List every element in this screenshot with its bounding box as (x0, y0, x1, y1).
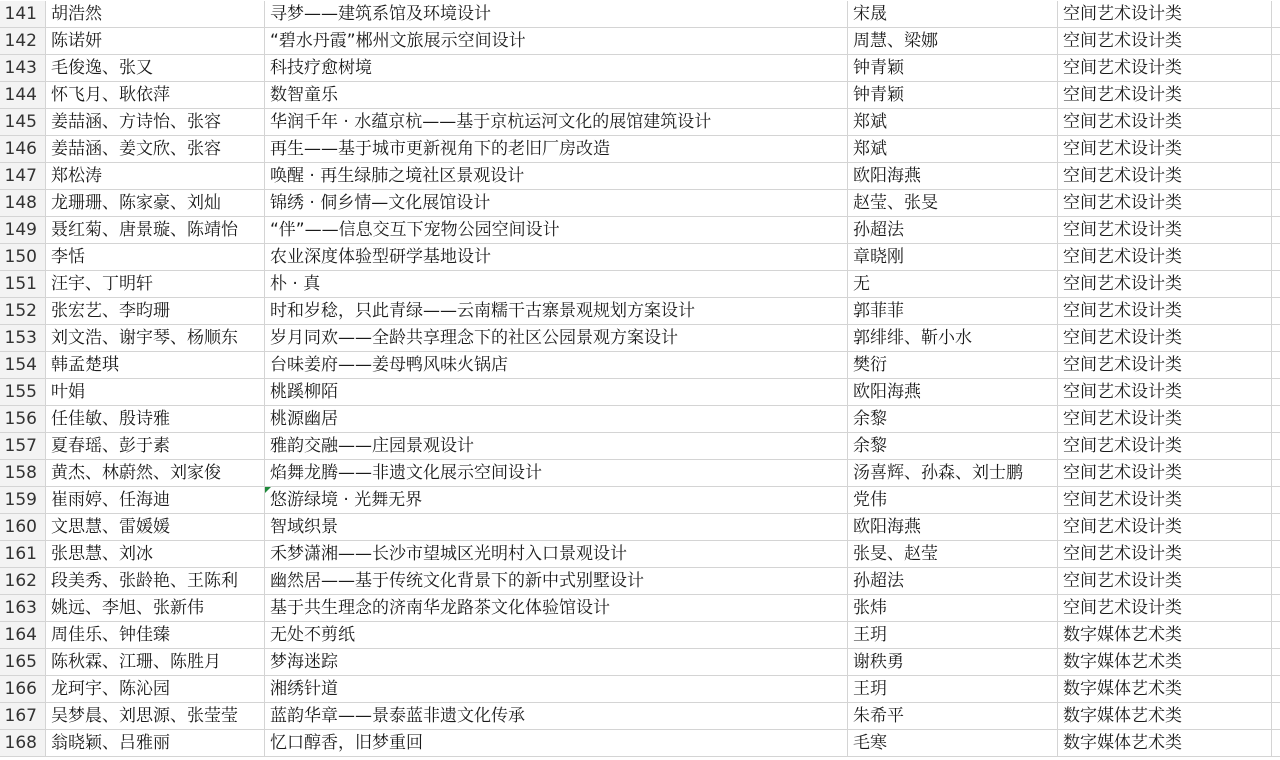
advisor-cell[interactable]: 余黎 (848, 433, 1058, 460)
row-number-cell[interactable]: 151 (0, 271, 46, 298)
category-cell[interactable]: 空间艺术设计类 (1058, 595, 1272, 622)
student-name-cell[interactable]: 刘文浩、谢宇琴、杨顺东 (46, 325, 265, 352)
category-cell[interactable]: 数字媒体艺术类 (1058, 622, 1272, 649)
empty-cell[interactable] (1272, 433, 1280, 460)
student-name-cell[interactable]: 陈诺妍 (46, 28, 265, 55)
advisor-cell[interactable]: 朱希平 (848, 703, 1058, 730)
project-title-cell[interactable]: 科技疗愈树境 (265, 55, 848, 82)
row-number-cell[interactable]: 146 (0, 136, 46, 163)
project-title-cell[interactable]: 雅韵交融——庄园景观设计 (265, 433, 848, 460)
category-cell[interactable]: 空间艺术设计类 (1058, 406, 1272, 433)
advisor-cell[interactable]: 毛寒 (848, 730, 1058, 757)
student-name-cell[interactable]: 姚远、李旭、张新伟 (46, 595, 265, 622)
project-title-cell[interactable]: 锦绣 · 侗乡情—文化展馆设计 (265, 190, 848, 217)
advisor-cell[interactable]: 钟青颖 (848, 82, 1058, 109)
category-cell[interactable]: 数字媒体艺术类 (1058, 703, 1272, 730)
advisor-cell[interactable]: 郑斌 (848, 109, 1058, 136)
empty-cell[interactable] (1272, 676, 1280, 703)
row-number-cell[interactable]: 164 (0, 622, 46, 649)
category-cell[interactable]: 数字媒体艺术类 (1058, 676, 1272, 703)
project-title-cell[interactable]: 禾梦潇湘——长沙市望城区光明村入口景观设计 (265, 541, 848, 568)
row-number-cell[interactable]: 148 (0, 190, 46, 217)
row-number-cell[interactable]: 162 (0, 568, 46, 595)
row-number-cell[interactable]: 154 (0, 352, 46, 379)
table-row[interactable] (0, 352, 1280, 379)
row-number-cell[interactable]: 150 (0, 244, 46, 271)
advisor-cell[interactable]: 郑斌 (848, 136, 1058, 163)
empty-cell[interactable] (1272, 244, 1280, 271)
student-name-cell[interactable]: 张宏艺、李昀珊 (46, 298, 265, 325)
table-row[interactable] (0, 163, 1280, 190)
student-name-cell[interactable]: 龙珂宇、陈沁园 (46, 676, 265, 703)
table-row[interactable] (0, 1, 1280, 28)
row-number-cell[interactable]: 156 (0, 406, 46, 433)
row-number-cell[interactable]: 161 (0, 541, 46, 568)
project-title-cell[interactable]: “碧水丹霞”郴州文旅展示空间设计 (265, 28, 848, 55)
category-cell[interactable]: 空间艺术设计类 (1058, 163, 1272, 190)
category-cell[interactable]: 空间艺术设计类 (1058, 298, 1272, 325)
project-title-cell[interactable]: 台味姜府——姜母鸭风味火锅店 (265, 352, 848, 379)
table-row[interactable] (0, 217, 1280, 244)
student-name-cell[interactable]: 黄杰、林蔚然、刘家俊 (46, 460, 265, 487)
project-title-cell[interactable]: 悠游绿境 · 光舞无界 (265, 487, 848, 514)
table-row[interactable] (0, 136, 1280, 163)
category-cell[interactable]: 空间艺术设计类 (1058, 217, 1272, 244)
category-cell[interactable]: 空间艺术设计类 (1058, 568, 1272, 595)
project-title-cell[interactable]: 基于共生理念的济南华龙路茶文化体验馆设计 (265, 595, 848, 622)
table-row[interactable] (0, 298, 1280, 325)
student-name-cell[interactable]: 文思慧、雷媛媛 (46, 514, 265, 541)
empty-cell[interactable] (1272, 406, 1280, 433)
student-name-cell[interactable]: 郑松涛 (46, 163, 265, 190)
project-title-cell[interactable]: 忆口醇香，旧梦重回 (265, 730, 848, 757)
row-number-cell[interactable]: 149 (0, 217, 46, 244)
table-row[interactable] (0, 568, 1280, 595)
row-number-cell[interactable]: 153 (0, 325, 46, 352)
project-title-cell[interactable]: 智域织景 (265, 514, 848, 541)
project-title-cell[interactable]: “伴”——信息交互下宠物公园空间设计 (265, 217, 848, 244)
category-cell[interactable]: 空间艺术设计类 (1058, 28, 1272, 55)
table-row[interactable] (0, 271, 1280, 298)
table-row[interactable] (0, 676, 1280, 703)
project-title-cell[interactable]: 蓝韵华章——景泰蓝非遗文化传承 (265, 703, 848, 730)
advisor-cell[interactable]: 钟青颖 (848, 55, 1058, 82)
advisor-cell[interactable]: 汤喜辉、孙森、刘士鹏 (848, 460, 1058, 487)
empty-cell[interactable] (1272, 379, 1280, 406)
project-title-cell[interactable]: 农业深度体验型研学基地设计 (265, 244, 848, 271)
row-number-cell[interactable]: 155 (0, 379, 46, 406)
table-row[interactable] (0, 514, 1280, 541)
empty-cell[interactable] (1272, 28, 1280, 55)
table-row[interactable] (0, 406, 1280, 433)
student-name-cell[interactable]: 聂红菊、唐景璇、陈靖怡 (46, 217, 265, 244)
empty-cell[interactable] (1272, 730, 1280, 757)
advisor-cell[interactable]: 余黎 (848, 406, 1058, 433)
student-name-cell[interactable]: 翁晓颖、吕雅丽 (46, 730, 265, 757)
row-number-cell[interactable]: 167 (0, 703, 46, 730)
category-cell[interactable]: 数字媒体艺术类 (1058, 649, 1272, 676)
student-name-cell[interactable]: 韩孟楚琪 (46, 352, 265, 379)
advisor-cell[interactable]: 欧阳海燕 (848, 514, 1058, 541)
empty-cell[interactable] (1272, 55, 1280, 82)
category-cell[interactable]: 空间艺术设计类 (1058, 541, 1272, 568)
advisor-cell[interactable]: 孙超法 (848, 568, 1058, 595)
category-cell[interactable]: 空间艺术设计类 (1058, 190, 1272, 217)
empty-cell[interactable] (1272, 595, 1280, 622)
student-name-cell[interactable]: 姜喆涵、方诗怡、张容 (46, 109, 265, 136)
category-cell[interactable]: 空间艺术设计类 (1058, 55, 1272, 82)
category-cell[interactable]: 空间艺术设计类 (1058, 352, 1272, 379)
project-title-cell[interactable]: 朴 · 真 (265, 271, 848, 298)
cell-note-indicator-icon (265, 487, 271, 493)
category-cell[interactable]: 空间艺术设计类 (1058, 325, 1272, 352)
advisor-cell[interactable]: 孙超法 (848, 217, 1058, 244)
advisor-cell[interactable]: 张旻、赵莹 (848, 541, 1058, 568)
row-number-cell[interactable]: 152 (0, 298, 46, 325)
category-cell[interactable]: 空间艺术设计类 (1058, 514, 1272, 541)
advisor-cell[interactable]: 谢秩勇 (848, 649, 1058, 676)
table-row[interactable] (0, 541, 1280, 568)
advisor-cell[interactable]: 王玥 (848, 622, 1058, 649)
row-number-cell[interactable]: 143 (0, 55, 46, 82)
table-row[interactable] (0, 703, 1280, 730)
student-name-cell[interactable]: 张思慧、刘冰 (46, 541, 265, 568)
empty-cell[interactable] (1272, 190, 1280, 217)
empty-cell[interactable] (1272, 325, 1280, 352)
project-title-cell[interactable]: 桃蹊柳陌 (265, 379, 848, 406)
student-name-cell[interactable]: 陈秋霖、江珊、陈胜月 (46, 649, 265, 676)
student-name-cell[interactable]: 姜喆涵、姜文欣、张容 (46, 136, 265, 163)
advisor-cell[interactable]: 赵莹、张旻 (848, 190, 1058, 217)
empty-cell[interactable] (1272, 217, 1280, 244)
table-row[interactable] (0, 82, 1280, 109)
table-row[interactable] (0, 190, 1280, 217)
row-number-cell[interactable]: 166 (0, 676, 46, 703)
student-name-cell[interactable]: 夏春瑶、彭于素 (46, 433, 265, 460)
table-row[interactable] (0, 109, 1280, 136)
student-name-cell[interactable]: 吴梦晨、刘思源、张莹莹 (46, 703, 265, 730)
empty-cell[interactable] (1272, 271, 1280, 298)
row-number-cell[interactable]: 157 (0, 433, 46, 460)
row-number-cell[interactable]: 160 (0, 514, 46, 541)
project-title-cell[interactable]: 再生——基于城市更新视角下的老旧厂房改造 (265, 136, 848, 163)
row-number-cell[interactable]: 168 (0, 730, 46, 757)
row-number-cell[interactable]: 159 (0, 487, 46, 514)
advisor-cell[interactable]: 周慧、梁娜 (848, 28, 1058, 55)
advisor-cell[interactable]: 无 (848, 271, 1058, 298)
empty-cell[interactable] (1272, 460, 1280, 487)
advisor-cell[interactable]: 党伟 (848, 487, 1058, 514)
empty-cell[interactable] (1272, 622, 1280, 649)
student-name-cell[interactable]: 胡浩然 (46, 1, 265, 28)
table-row[interactable] (0, 595, 1280, 622)
advisor-cell[interactable]: 欧阳海燕 (848, 163, 1058, 190)
student-name-cell[interactable]: 龙珊珊、陈家豪、刘灿 (46, 190, 265, 217)
row-number-cell[interactable]: 145 (0, 109, 46, 136)
table-row[interactable] (0, 460, 1280, 487)
row-number-cell[interactable]: 165 (0, 649, 46, 676)
empty-cell[interactable] (1272, 649, 1280, 676)
row-number-cell[interactable]: 158 (0, 460, 46, 487)
project-title-cell[interactable]: 湘绣针道 (265, 676, 848, 703)
advisor-cell[interactable]: 樊衍 (848, 352, 1058, 379)
student-name-cell[interactable]: 叶娟 (46, 379, 265, 406)
project-title-cell[interactable]: 唤醒 · 再生绿肺之境社区景观设计 (265, 163, 848, 190)
category-cell[interactable]: 空间艺术设计类 (1058, 136, 1272, 163)
student-name-cell[interactable]: 任佳敏、殷诗雅 (46, 406, 265, 433)
table-row[interactable] (0, 379, 1280, 406)
category-cell[interactable]: 空间艺术设计类 (1058, 487, 1272, 514)
table-row[interactable] (0, 487, 1280, 514)
row-number-cell[interactable]: 163 (0, 595, 46, 622)
project-title-cell[interactable]: 数智童乐 (265, 82, 848, 109)
student-name-cell[interactable]: 周佳乐、钟佳臻 (46, 622, 265, 649)
project-title-cell[interactable]: 桃源幽居 (265, 406, 848, 433)
student-name-cell[interactable]: 段美秀、张龄艳、王陈利 (46, 568, 265, 595)
category-cell[interactable]: 空间艺术设计类 (1058, 433, 1272, 460)
advisor-cell[interactable]: 章晓刚 (848, 244, 1058, 271)
empty-cell[interactable] (1272, 109, 1280, 136)
empty-cell[interactable] (1272, 163, 1280, 190)
table-row[interactable] (0, 244, 1280, 271)
advisor-cell[interactable]: 郭绯绯、靳小水 (848, 325, 1058, 352)
project-title-cell[interactable]: 幽然居——基于传统文化背景下的新中式别墅设计 (265, 568, 848, 595)
table-row[interactable] (0, 649, 1280, 676)
student-name-cell[interactable]: 李恬 (46, 244, 265, 271)
empty-cell[interactable] (1272, 82, 1280, 109)
empty-cell[interactable] (1272, 703, 1280, 730)
category-cell[interactable]: 空间艺术设计类 (1058, 82, 1272, 109)
row-number-cell[interactable]: 142 (0, 28, 46, 55)
student-name-cell[interactable]: 汪宇、丁明轩 (46, 271, 265, 298)
empty-cell[interactable] (1272, 487, 1280, 514)
category-cell[interactable]: 空间艺术设计类 (1058, 379, 1272, 406)
category-cell[interactable]: 数字媒体艺术类 (1058, 730, 1272, 757)
category-cell[interactable]: 空间艺术设计类 (1058, 109, 1272, 136)
project-title-cell[interactable]: 岁月同欢——全龄共享理念下的社区公园景观方案设计 (265, 325, 848, 352)
row-number-cell[interactable]: 147 (0, 163, 46, 190)
student-name-cell[interactable]: 崔雨婷、任海迪 (46, 487, 265, 514)
advisor-cell[interactable]: 欧阳海燕 (848, 379, 1058, 406)
empty-cell[interactable] (1272, 136, 1280, 163)
advisor-cell[interactable]: 王玥 (848, 676, 1058, 703)
category-cell[interactable]: 空间艺术设计类 (1058, 271, 1272, 298)
category-cell[interactable]: 空间艺术设计类 (1058, 244, 1272, 271)
category-cell[interactable]: 空间艺术设计类 (1058, 1, 1272, 28)
table-row[interactable] (0, 325, 1280, 352)
student-name-cell[interactable]: 毛俊逸、张又 (46, 55, 265, 82)
empty-cell[interactable] (1272, 1, 1280, 28)
empty-cell[interactable] (1272, 514, 1280, 541)
category-cell[interactable]: 空间艺术设计类 (1058, 460, 1272, 487)
project-title-cell[interactable]: 寻梦——建筑系馆及环境设计 (265, 1, 848, 28)
table-row[interactable] (0, 730, 1280, 757)
project-title-cell[interactable]: 焰舞龙腾——非遗文化展示空间设计 (265, 460, 848, 487)
project-title-cell[interactable]: 华润千年 · 水蕴京杭——基于京杭运河文化的展馆建筑设计 (265, 109, 848, 136)
table-row[interactable] (0, 28, 1280, 55)
advisor-cell[interactable]: 张炜 (848, 595, 1058, 622)
table-row[interactable] (0, 55, 1280, 82)
advisor-cell[interactable]: 郭菲菲 (848, 298, 1058, 325)
empty-cell[interactable] (1272, 298, 1280, 325)
row-number-cell[interactable]: 144 (0, 82, 46, 109)
row-number-cell[interactable]: 141 (0, 1, 46, 28)
table-row[interactable] (0, 622, 1280, 649)
table-row[interactable] (0, 433, 1280, 460)
project-title-cell[interactable]: 时和岁稔，只此青绿——云南糯干古寨景观规划方案设计 (265, 298, 848, 325)
advisor-cell[interactable]: 宋晟 (848, 1, 1058, 28)
project-title-cell[interactable]: 无处不剪纸 (265, 622, 848, 649)
project-title-cell[interactable]: 梦海迷踪 (265, 649, 848, 676)
empty-cell[interactable] (1272, 541, 1280, 568)
empty-cell[interactable] (1272, 568, 1280, 595)
empty-cell[interactable] (1272, 352, 1280, 379)
student-name-cell[interactable]: 怀飞月、耿依萍 (46, 82, 265, 109)
